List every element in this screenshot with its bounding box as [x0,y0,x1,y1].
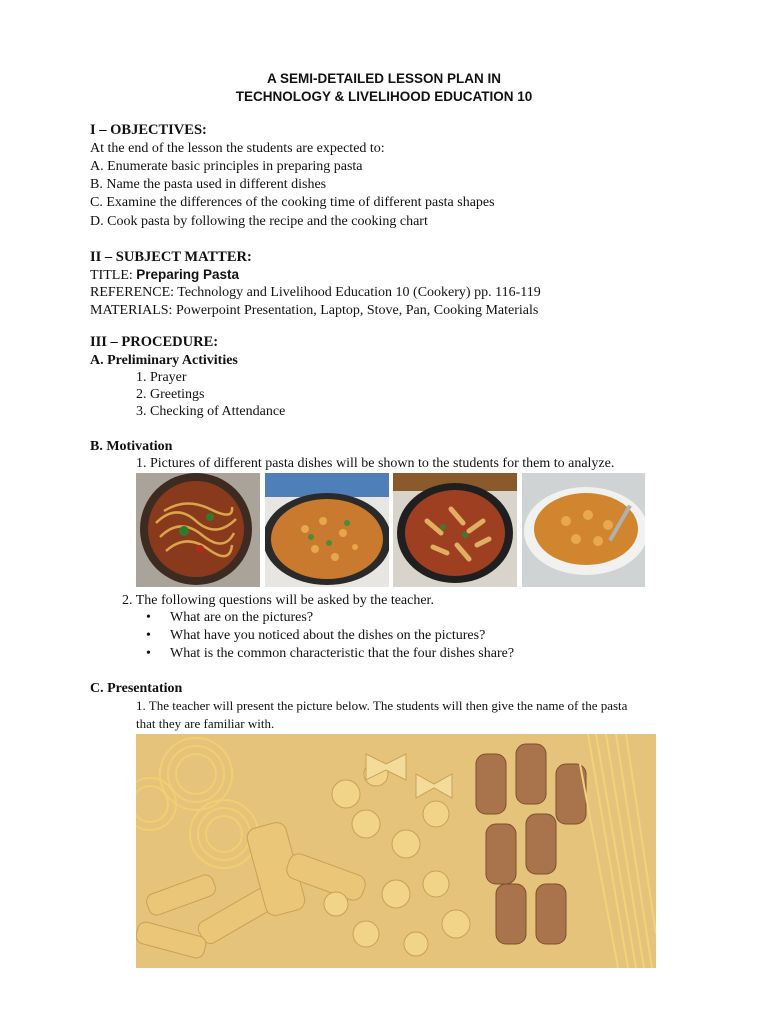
spaghetti-dish-photo [136,473,260,587]
question-item: What is the common characteristic that the four dishes share? [170,646,515,661]
presentation-heading: C. Presentation [90,681,183,696]
document-title [0,70,768,106]
objective-item: C. Examine the differences of the cooking time of different pasta shapes [90,195,495,210]
preliminary-item: 2. Greetings [136,387,205,402]
bullet: • [146,610,151,625]
title-line-2: TECHNOLOGY & LIVELIHOOD EDUCATION 10 [235,89,533,104]
baked-pasta-dish-photo [265,473,389,587]
title-line-1: A SEMI-DETAILED LESSON PLAN IN [266,71,501,86]
question-item: What have you noticed about the dishes on the pictures? [170,628,486,643]
bullet: • [146,646,151,661]
objective-item: B. Name the pasta used in different dishes [90,177,327,192]
subject-materials: MATERIALS: Powerpoint Presentation, Laptop, Stove, Pan, Cooking Materials [90,303,539,318]
subject-matter-heading: II – SUBJECT MATTER: [90,249,252,265]
mac-and-cheese-dish-photo [522,473,645,587]
presentation-line-2: that they are familiar with. [136,716,275,731]
bullet: • [146,628,151,643]
motivation-item-1: 1. Pictures of different pasta dishes will be shown to the students for them to analyze. [136,456,615,471]
objective-item: A. Enumerate basic principles in preparing pasta [90,159,363,174]
objectives-heading: I – OBJECTIVES: [90,122,207,138]
procedure-heading: III – PROCEDURE: [90,334,219,350]
motivation-heading: B. Motivation [90,439,173,454]
penne-dish-photo [393,473,517,587]
preliminary-heading: A. Preliminary Activities [90,353,238,368]
preliminary-item: 3. Checking of Attendance [136,404,286,419]
subject-title [90,266,239,284]
presentation-line-1: 1. The teacher will present the picture below. The students will then give the name of the pasta [136,698,628,713]
subject-title-value: Preparing Pasta [136,267,240,282]
preliminary-item: 1. Prayer [136,370,187,385]
subject-reference: REFERENCE: Technology and Livelihood Education 10 (Cookery) pp. 116-119 [90,285,541,300]
motivation-item-2: 2. The following questions will be asked by the teacher. [122,593,434,608]
subject-title-label: TITLE: [90,268,137,283]
objective-item: D. Cook pasta by following the recipe and the cooking chart [90,214,428,229]
question-item: What are on the pictures? [170,610,314,625]
assorted-pasta-photo [136,734,656,968]
objectives-intro: At the end of the lesson the students are expected to: [90,141,385,156]
